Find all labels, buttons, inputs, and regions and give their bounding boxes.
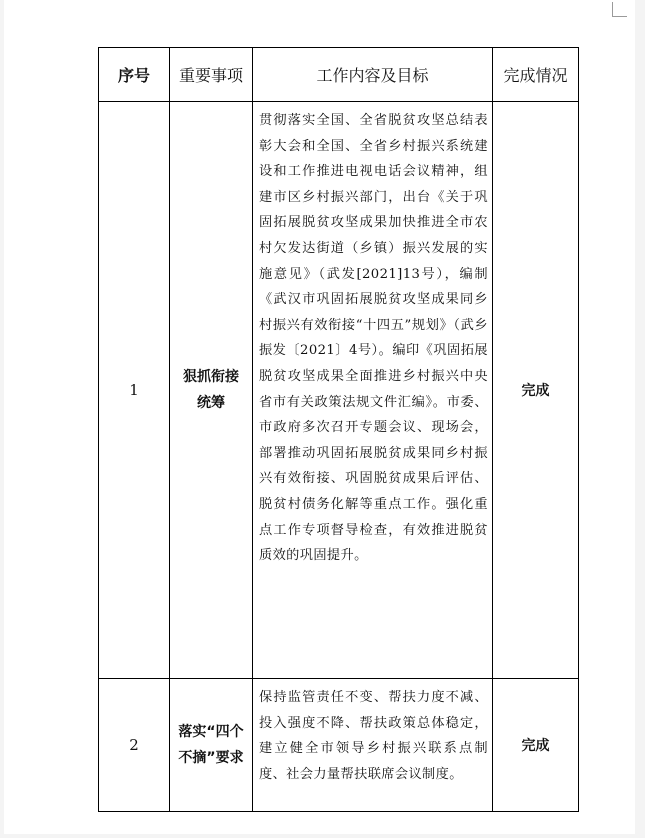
row-item: [170, 679, 253, 812]
header-item: 重要事项: [170, 48, 253, 102]
row-status: 完成: [493, 102, 579, 679]
row-serial: 2: [99, 679, 170, 812]
header-content: 工作内容及目标: [253, 48, 493, 102]
table-header-row: [99, 48, 579, 102]
row-serial: 1: [99, 102, 170, 679]
row-item-text: 狠抓衔接统筹: [183, 369, 239, 411]
crop-mark: [612, 2, 627, 17]
row-content: 贯彻落实全国、全省脱贫攻坚总结表彰大会和全国、全省乡村振兴系统建设和工作推进电视电话会议精神，组建市区乡村振兴部门，出台《关于巩固拓展脱贫攻坚成果加快推进全市农村欠发达街道（乡镇）振兴发展的实施意见》（武发[2021]13号），编制《武汉市巩固拓展脱贫攻坚成果同乡村振兴有效衔接“十四五”规划》（武乡振发〔2021〕4号）。编印《巩固拓展脱贫攻坚成果全面推进乡村振兴中央省市有关政策法规文件汇编》。市委、市政府多次召开专题会议、现场会，部署推动巩固拓展脱贫成果同乡村振兴有效衔接、巩固脱贫成果后评估、脱贫村债务化解等重点工作。强化重点工作专项督导检查，有效推进脱贫质效的巩固提升。: [253, 102, 493, 679]
work-table: [98, 47, 579, 812]
document-page: [4, 0, 635, 834]
table-row: [99, 102, 579, 679]
row-item-text: 落实“四个不摘”要求: [178, 724, 244, 766]
table-row: [99, 679, 579, 812]
header-status: 完成情况: [493, 48, 579, 102]
row-item: [170, 102, 253, 679]
row-status: 完成: [493, 679, 579, 812]
header-serial: 序号: [99, 48, 170, 102]
row-content: 保持监管责任不变、帮扶力度不减、投入强度不降、帮扶政策总体稳定，建立健全市领导乡村振兴联系点制度、社会力量帮扶联席会议制度。: [253, 679, 493, 812]
